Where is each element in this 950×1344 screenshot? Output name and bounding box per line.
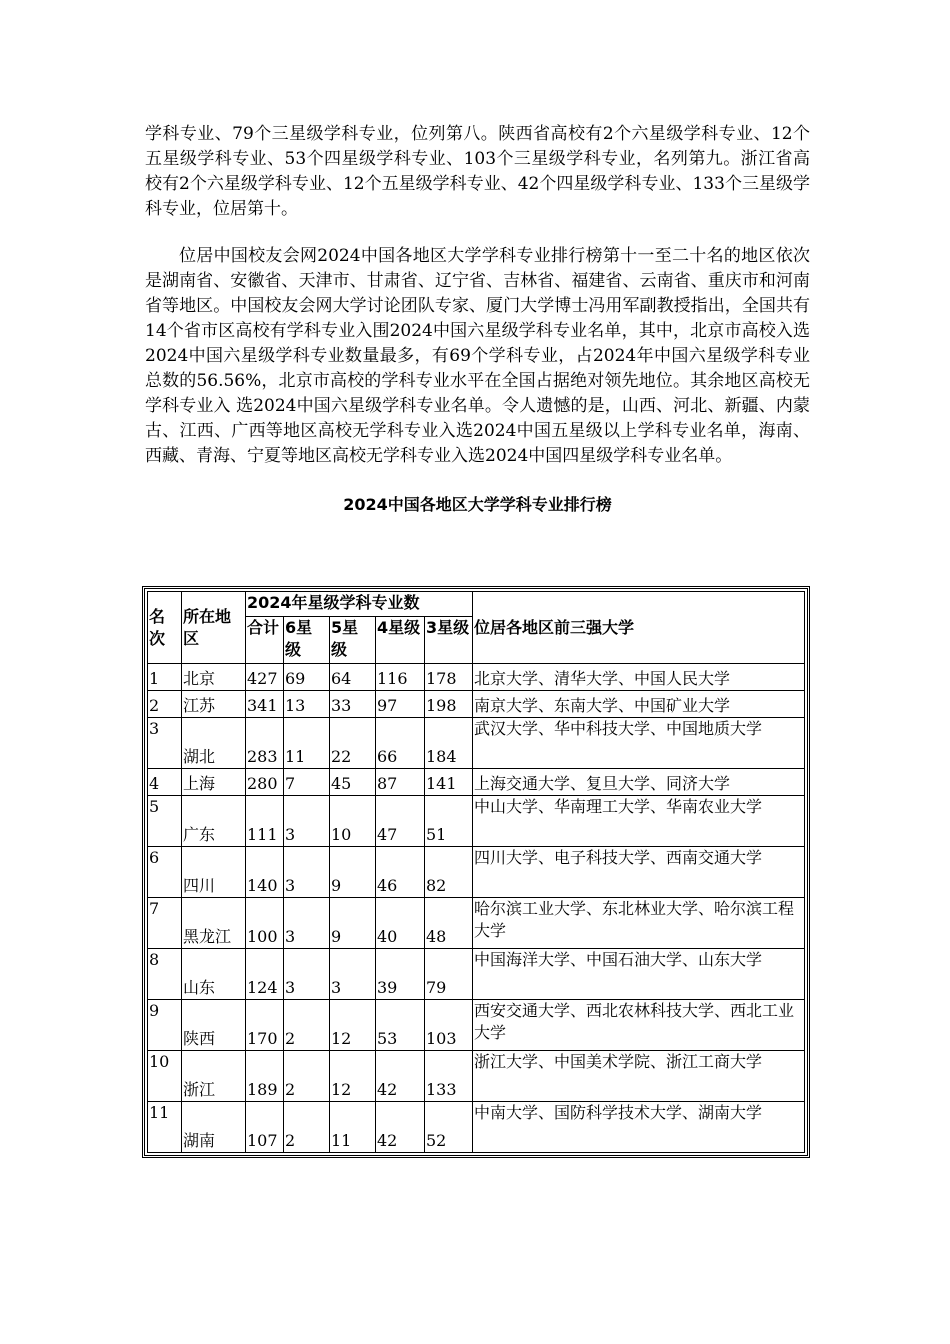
cell-top3: 西安交通大学、西北农林科技大学、西北工业大学 [473, 1000, 805, 1051]
table-row [148, 847, 805, 898]
cell-top3: 哈尔滨工业大学、东北林业大学、哈尔滨工程大学 [473, 898, 805, 949]
cell-top3: 中国海洋大学、中国石油大学、山东大学 [473, 949, 805, 1000]
table-row [148, 1000, 805, 1051]
cell-rank: 3 [148, 718, 182, 769]
ranking-table-frame [142, 586, 810, 1158]
cell-star5: 12 [330, 1051, 376, 1102]
cell-region: 黑龙江 [182, 898, 246, 949]
cell-star6: 11 [284, 718, 330, 769]
cell-top3: 南京大学、东南大学、中国矿业大学 [473, 691, 805, 718]
cell-star5: 9 [330, 898, 376, 949]
cell-star5: 3 [330, 949, 376, 1000]
cell-star4: 97 [376, 691, 425, 718]
cell-region: 湖北 [182, 718, 246, 769]
cell-total: 124 [246, 949, 284, 1000]
cell-star5: 11 [330, 1102, 376, 1153]
cell-top3: 中南大学、国防科学技术大学、湖南大学 [473, 1102, 805, 1153]
header-star3: 3星级 [425, 617, 473, 664]
cell-star4: 116 [376, 664, 425, 691]
cell-rank: 2 [148, 691, 182, 718]
cell-star3: 48 [425, 898, 473, 949]
cell-region: 浙江 [182, 1051, 246, 1102]
cell-star6: 7 [284, 769, 330, 796]
cell-star6: 3 [284, 796, 330, 847]
header-star-group: 2024年星级学科专业数 [246, 592, 473, 617]
cell-star5: 33 [330, 691, 376, 718]
cell-star6: 3 [284, 898, 330, 949]
cell-total: 140 [246, 847, 284, 898]
cell-star6: 13 [284, 691, 330, 718]
cell-total: 189 [246, 1051, 284, 1102]
cell-rank: 7 [148, 898, 182, 949]
cell-star4: 40 [376, 898, 425, 949]
cell-star4: 42 [376, 1102, 425, 1153]
cell-total: 111 [246, 796, 284, 847]
header-star6: 6星级 [284, 617, 330, 664]
cell-star4: 47 [376, 796, 425, 847]
cell-star5: 10 [330, 796, 376, 847]
paragraph-1: 学科专业、79个三星级学科专业，位列第八。陕西省高校有2个六星级学科专业、12个五星级学科专业、53个四星级学科专业、103个三星级学科专业，名列第九。浙江省高校有2个六星级学科专业、12个五星级学科专业、42个四星级学科专业、133个三星级学科专业，位居第十。 [145, 124, 810, 219]
table-row [148, 718, 805, 769]
cell-total: 341 [246, 691, 284, 718]
cell-rank: 1 [148, 664, 182, 691]
cell-star4: 53 [376, 1000, 425, 1051]
cell-star6: 2 [284, 1000, 330, 1051]
cell-star6: 69 [284, 664, 330, 691]
cell-star3: 51 [425, 796, 473, 847]
table-row [148, 691, 805, 718]
table-title: 2024中国各地区大学学科专业排行榜 [343, 495, 612, 514]
cell-star3: 52 [425, 1102, 473, 1153]
cell-top3: 四川大学、电子科技大学、西南交通大学 [473, 847, 805, 898]
cell-star4: 66 [376, 718, 425, 769]
cell-region: 山东 [182, 949, 246, 1000]
cell-region: 北京 [182, 664, 246, 691]
cell-star3: 133 [425, 1051, 473, 1102]
cell-star3: 141 [425, 769, 473, 796]
cell-rank: 9 [148, 1000, 182, 1051]
cell-rank: 4 [148, 769, 182, 796]
cell-star4: 42 [376, 1051, 425, 1102]
cell-region: 四川 [182, 847, 246, 898]
cell-star3: 178 [425, 664, 473, 691]
cell-star6: 2 [284, 1051, 330, 1102]
paragraph-2: 位居中国校友会网2024中国各地区大学学科专业排行榜第十一至二十名的地区依次是湖南省、安徽省、天津市、甘肃省、辽宁省、吉林省、福建省、云南省、重庆市和河南省等地区。中国校友会网大学讨论团队专家、厦门大学博士冯用军副教授指出，全国共有14个省市区高校有学科专业入围2024中国六星级学科专业名单，其中，北京市高校入选2024中国六星级学科专业数量最多，有69个学科专业，占2024年中国六星级学科专业总数的56.56%，北京市高校的学科专业水平在全国占据绝对领先地位。其余地区高校无学科专业入 选2024中国六星级学科专业名单。令人遗憾的是，山西、河北、新疆、内蒙古、江西、广西等地区高校无学科专业入选2024中国五星级以上学科专业名单，海南、西藏、青海、宁夏等地区高校无学科专业入选2024中国四星级学科专业名单。 [145, 246, 810, 466]
header-top3: 位居各地区前三强大学 [473, 592, 805, 664]
table-row [148, 769, 805, 796]
cell-star5: 64 [330, 664, 376, 691]
cell-star6: 3 [284, 949, 330, 1000]
table-row [148, 898, 805, 949]
cell-total: 283 [246, 718, 284, 769]
cell-top3: 浙江大学、中国美术学院、浙江工商大学 [473, 1051, 805, 1102]
cell-star5: 45 [330, 769, 376, 796]
cell-rank: 10 [148, 1051, 182, 1102]
header-region: 所在地区 [182, 592, 246, 664]
table-row [148, 1051, 805, 1102]
cell-star5: 22 [330, 718, 376, 769]
cell-star3: 198 [425, 691, 473, 718]
cell-region: 上海 [182, 769, 246, 796]
cell-star4: 46 [376, 847, 425, 898]
header-star4: 4星级 [376, 617, 425, 664]
table-row [148, 796, 805, 847]
cell-top3: 中山大学、华南理工大学、华南农业大学 [473, 796, 805, 847]
cell-total: 280 [246, 769, 284, 796]
cell-rank: 11 [148, 1102, 182, 1153]
cell-star4: 87 [376, 769, 425, 796]
cell-rank: 5 [148, 796, 182, 847]
cell-rank: 8 [148, 949, 182, 1000]
cell-top3: 北京大学、清华大学、中国人民大学 [473, 664, 805, 691]
cell-star4: 39 [376, 949, 425, 1000]
cell-region: 广东 [182, 796, 246, 847]
cell-star6: 2 [284, 1102, 330, 1153]
cell-star5: 9 [330, 847, 376, 898]
cell-region: 江苏 [182, 691, 246, 718]
document-body [145, 122, 810, 517]
cell-total: 427 [246, 664, 284, 691]
ranking-table [147, 591, 805, 1153]
cell-star3: 103 [425, 1000, 473, 1051]
cell-star3: 82 [425, 847, 473, 898]
cell-star3: 184 [425, 718, 473, 769]
cell-top3: 武汉大学、华中科技大学、中国地质大学 [473, 718, 805, 769]
cell-star3: 79 [425, 949, 473, 1000]
cell-total: 170 [246, 1000, 284, 1051]
cell-region: 湖南 [182, 1102, 246, 1153]
cell-top3: 上海交通大学、复旦大学、同济大学 [473, 769, 805, 796]
cell-region: 陕西 [182, 1000, 246, 1051]
cell-star6: 3 [284, 847, 330, 898]
table-row [148, 949, 805, 1000]
table-row [148, 664, 805, 691]
header-star5: 5星级 [330, 617, 376, 664]
cell-total: 107 [246, 1102, 284, 1153]
table-row [148, 1102, 805, 1153]
header-total: 合计 [246, 617, 284, 664]
header-rank: 名次 [148, 592, 182, 664]
cell-rank: 6 [148, 847, 182, 898]
cell-total: 100 [246, 898, 284, 949]
cell-star5: 12 [330, 1000, 376, 1051]
